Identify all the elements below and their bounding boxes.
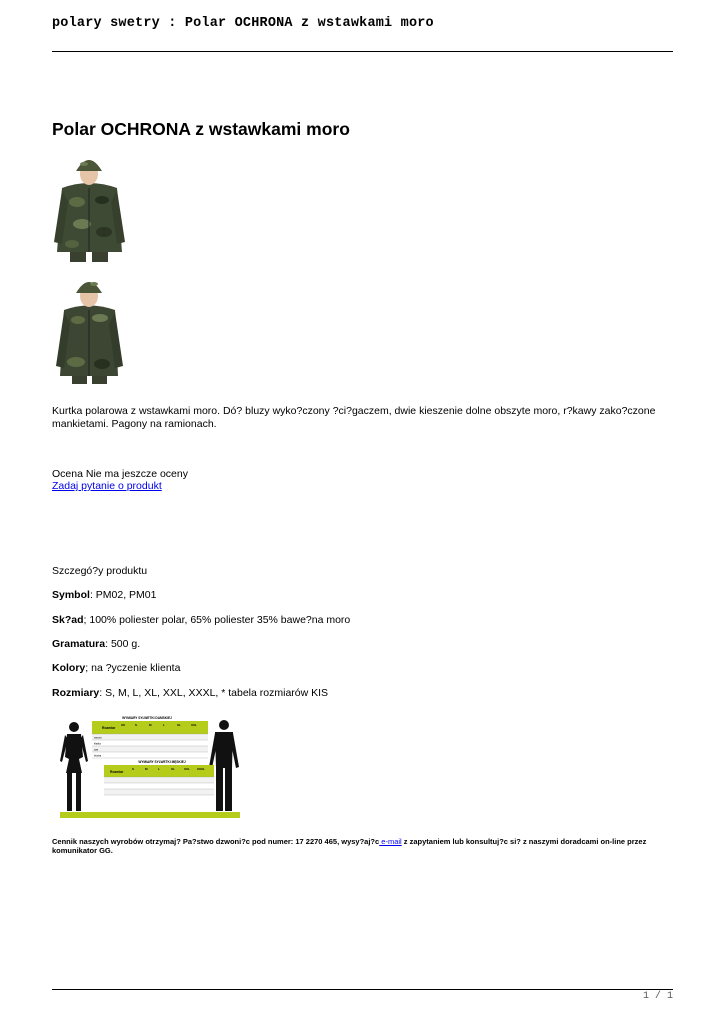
spec-colors: Kolory; na ?yczenie klienta [52, 662, 181, 674]
svg-text:pas: pas [94, 748, 99, 752]
svg-text:XL: XL [177, 723, 181, 727]
size-chart-col-head: Rozmiar [102, 726, 116, 730]
header-rule [52, 51, 673, 52]
spec-sizes: Rozmiary: S, M, L, XL, XXL, XXXL, * tabela rozmiarów KIS [52, 687, 329, 699]
product-description: Kurtka polarowa z wstawkami moro. Dó? bluzy wyko?czony ?ci?gaczem, dwie kieszenie dolne obszyte moro, r?kawy zako?czone mankietami. Pagony na ramionach. [52, 405, 656, 430]
rating-label: Ocena [52, 468, 83, 480]
spec-label: Rozmiary [52, 687, 100, 699]
product-title: Polar OCHRONA z wstawkami moro [52, 119, 350, 139]
svg-text:Rozmiar: Rozmiar [110, 770, 124, 774]
svg-text:XS: XS [121, 723, 126, 727]
product-photo-front[interactable] [52, 152, 127, 262]
spec-label: Symbol [52, 589, 90, 601]
svg-text:S: S [135, 723, 138, 727]
svg-text:biodra: biodra [94, 754, 102, 758]
rating-block [52, 468, 188, 492]
rating-value: Nie ma jeszcze oceny [85, 468, 188, 480]
svg-text:klatka: klatka [94, 742, 101, 746]
pricing-note: Cennik naszych wyrobów otrzymaj? Pa?stwo dzwoni?c pod numer: 17 2270 465, wysy?aj?c e-mail z zapytaniem lub konsultuj?c si? z naszymi doradcami on-line przez komunikator GG. [52, 837, 647, 855]
spec-label: Sk?ad [52, 614, 84, 626]
spec-value: na ?yczenie klienta [91, 662, 181, 674]
footer-rule [52, 989, 673, 990]
svg-text:wzrost: wzrost [94, 736, 102, 740]
size-chart-top-title: WYMIARY SYLWETKI DAMSKIEJ [122, 716, 172, 720]
svg-text:L: L [163, 723, 165, 727]
svg-text:M: M [145, 767, 148, 771]
spec-value: S, M, L, XL, XXL, XXXL, * tabela rozmiarów KIS [105, 687, 329, 699]
details-heading: Szczegó?y produktu [52, 565, 148, 577]
size-chart-image[interactable] [52, 713, 242, 821]
spec-value: 500 g. [110, 638, 141, 650]
svg-text:S: S [132, 767, 135, 771]
page-header-title: polary swetry : Polar OCHRONA z wstawkami moro [52, 16, 434, 31]
spec-symbol: Symbol: PM02, PM01 [52, 589, 157, 601]
spec-weight: Gramatura: 500 g. [52, 638, 141, 650]
spec-value: PM02, PM01 [95, 589, 157, 601]
ask-question-link[interactable]: Zadaj pytanie o produkt [52, 480, 162, 492]
svg-text:XXXL: XXXL [197, 767, 205, 771]
svg-text:XL: XL [171, 767, 175, 771]
svg-text:L: L [158, 767, 160, 771]
svg-text:M: M [149, 723, 152, 727]
spec-composition: Sk?ad; 100% poliester polar, 65% poliester 35% bawe?na moro [52, 614, 351, 626]
page-number: 1 / 1 [642, 991, 673, 1002]
product-photo-variant[interactable] [52, 274, 127, 384]
size-chart-bottom-title: WYMIARY SYLWETKI MĘSKIEJ [138, 760, 186, 764]
svg-text:XXL: XXL [184, 767, 190, 771]
email-link[interactable]: e-mail [379, 837, 402, 846]
spec-label: Gramatura [52, 638, 106, 650]
spec-value: 100% poliester polar, 65% poliester 35% bawe?na moro [89, 614, 351, 626]
spec-label: Kolory [52, 662, 86, 674]
svg-text:XXL: XXL [191, 723, 197, 727]
